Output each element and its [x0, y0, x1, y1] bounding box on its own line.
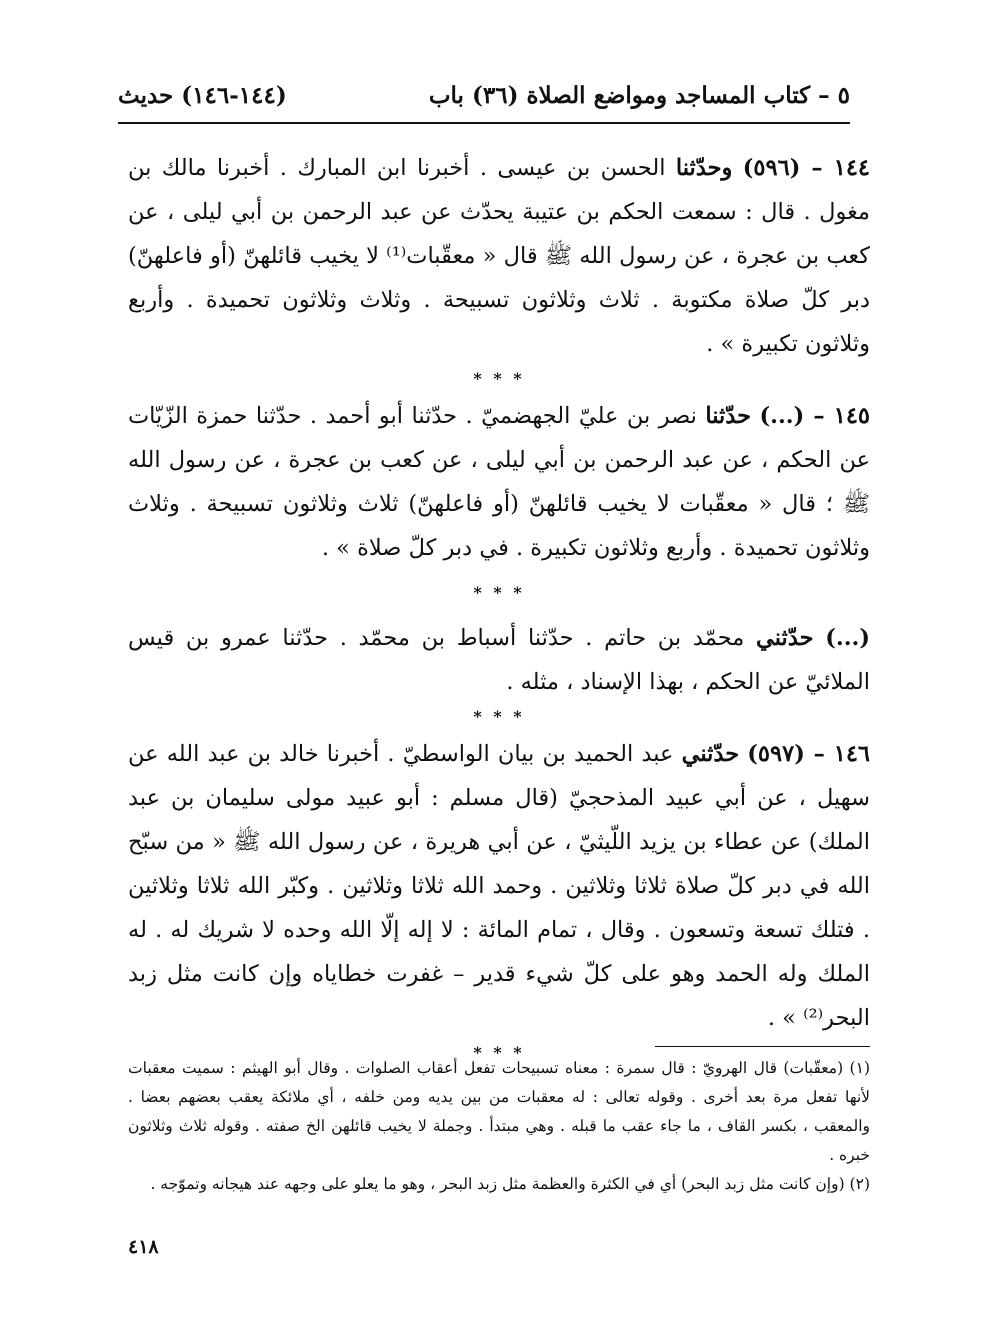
hadith-text: عبد الحميد بن بيان الواسطيّ . أخبرنا خالد بن عبد الله عن سهيل ، عن أبي عبيد المذحجيّ (قال مسلم : أبو عبيد مولى سليمان بن عبد الملك) عن عطاء بن يزيد اللّيثيّ ، عن أبي هريرة ، عن رسول الله ﷺ « من سبّح الله في دبر كلّ صلاة ثلاثا وثلاثين . وحمد الله ثلاثا وثلاثين . وكبّر الله ثلاثا وثلاثين . فتلك تسعة وتسعون . وقال ، تمام المائة : لا إله إلّا الله وحده لا شريك له . له الملك وله الحمد وهو على كلّ شيء قدير – غفرت خطاياه وإن كانت مثل زبد البحر⁽²⁾ » . — [128, 741, 870, 1031]
section-separator: * * * — [473, 1043, 525, 1062]
page-number: ٤١٨ — [128, 1236, 159, 1258]
hadith-145-variant — [128, 616, 870, 704]
hadith-146 — [128, 732, 870, 1040]
hadith-lead-word: حدّثنا — [705, 403, 752, 429]
hadith-number: ١٤٦ – (٥٩٧) — [747, 741, 871, 767]
hadith-text: محمّد بن حاتم . حدّثنا أسباط بن محمّد . حدّثنا عمرو بن قيس الملائيّ عن الحكم ، بهذا الإسناد ، مثله . — [128, 625, 870, 695]
header-hadith-range: (١٤٤-١٤٦) حديث — [118, 82, 287, 109]
section-separator: * * * — [473, 369, 525, 388]
header-rule — [118, 122, 850, 124]
section-separator: * * * — [473, 583, 525, 602]
hadith-lead-word: وحدّثنا — [675, 155, 733, 181]
footnote-1: (١) (معقّبات) قال الهرويّ : قال سمرة : معناه تسبيحات تفعل أعقاب الصلوات . وقال أبو الهيثم : سميت معقبات لأنها تفعل مرة بعد أخرى . وقوله تعالى : له معقبات من بين يديه ومن خلفه ، أي ملائكة يعقب بعضهم بعضا . والمعقب ، بكسر القاف ، ما جاء عقب ما قبله . وهي مبتدأ . وجملة لا يخيب قائلهن الخ صفته . وقوله ثلاث وثلاثون خبره . — [128, 1059, 870, 1164]
footnotes — [128, 1054, 870, 1199]
hadith-lead-word: حدّثني — [756, 625, 814, 651]
section-separator: * * * — [473, 707, 525, 726]
hadith-144 — [128, 146, 870, 366]
hadith-text: نصر بن عليّ الجهضميّ . حدّثنا أبو أحمد . حدّثنا حمزة الزّيّات عن الحكم ، عن عبد الرحمن بن أبي ليلى ، عن كعب بن عجرة ، عن رسول الله ﷺ ؛ قال « معقّبات لا يخيب قائلهنّ (أو فاعلهنّ) ثلاث وثلاثون تسبيحة . وثلاث وثلاثون تحميدة . وأربع وثلاثون تكبيرة . في دبر كلّ صلاة » . — [128, 403, 870, 561]
hadith-number: (...) — [825, 625, 871, 651]
hadith-145 — [128, 394, 870, 570]
header-book-title: ٥ – كتاب المساجد ومواضع الصلاة (٣٦) باب — [428, 82, 850, 109]
hadith-number: ١٤٥ – (...) — [759, 403, 871, 429]
footnote-2: (٢) (وإن كانت مثل زبد البحر) أي في الكثرة والعظمة مثل زبد البحر ، وهو ما يعلو على وجهه عند هيجانه وتموّجه . — [150, 1175, 870, 1193]
running-header — [118, 76, 850, 116]
footnote-rule — [655, 1046, 870, 1047]
hadith-lead-word: حدّثني — [681, 741, 740, 767]
main-text — [128, 146, 870, 1068]
hadith-text: الحسن بن عيسى . أخبرنا ابن المبارك . أخبرنا مالك بن مغول . قال : سمعت الحكم بن عتيبة يحدّث عن عبد الرحمن بن أبي ليلى ، عن كعب بن عجرة ، عن رسول الله ﷺ قال « معقّبات⁽¹⁾ لا يخيب قائلهنّ (أو فاعلهنّ) دبر كلّ صلاة مكتوبة . ثلاث وثلاثون تسبيحة . وثلاث وثلاثون تحميدة . وأربع وثلاثون تكبيرة » . — [128, 155, 870, 357]
hadith-number: ١٤٤ – (٥٩٦) — [742, 155, 871, 181]
